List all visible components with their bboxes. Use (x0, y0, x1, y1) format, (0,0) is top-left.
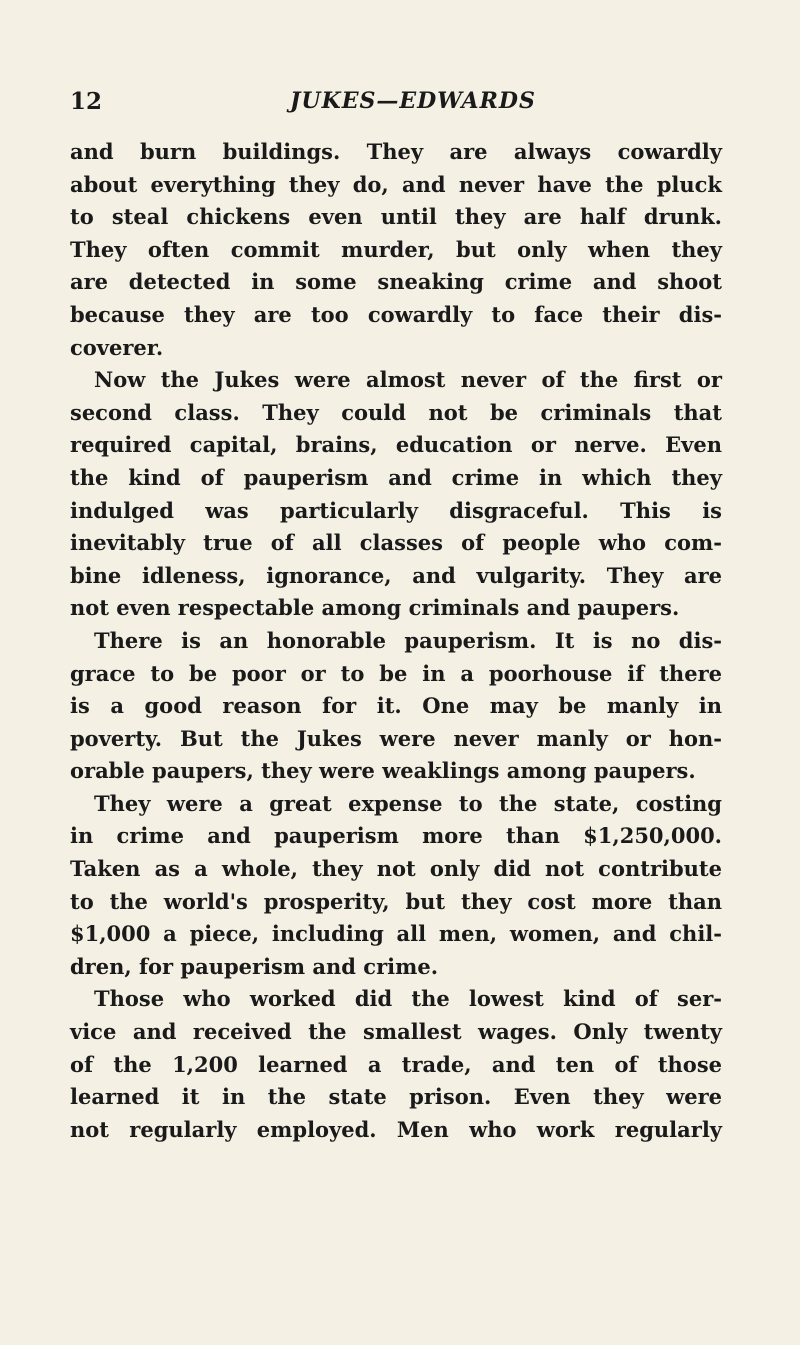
text-line: the kind of pauperism and crime in which they (70, 464, 722, 490)
text-line: to the world's prosperity, but they cost more than (70, 888, 722, 914)
text-line: There is an honorable pauperism. It is no dis- (94, 627, 722, 653)
text-line: are detected in some sneaking crime and shoot (70, 269, 722, 295)
text-line: They were a great expense to the state, costing (94, 790, 722, 816)
text-line: of the 1,200 learned a trade, and ten of those (70, 1051, 722, 1077)
text-line: coverer. (70, 334, 164, 360)
text-line: not regularly employed. Men who work regularly (70, 1116, 722, 1142)
text-line: required capital, brains, education or nerve. Even (70, 432, 722, 458)
text-line: poverty. But the Jukes were never manly or hon- (70, 725, 722, 751)
text-line: Taken as a whole, they not only did not contribute (70, 856, 722, 882)
text-line: indulged was particularly disgraceful. This is (70, 497, 722, 523)
text-line: inevitably true of all classes of people who com- (70, 530, 722, 556)
text-line: is a good reason for it. One may be manly in (70, 693, 722, 719)
text-line: Now the Jukes were almost never of the first or (94, 367, 722, 393)
body-text (70, 136, 722, 1146)
text-line: They often commit murder, but only when they (70, 236, 722, 262)
text-line: second class. They could not be criminals that (70, 399, 722, 425)
text-line: about everything they do, and never have the pluck (70, 171, 722, 197)
text-line: bine idleness, ignorance, and vulgarity. They are (70, 562, 722, 588)
text-line: grace to be poor or to be in a poorhouse if there (70, 660, 722, 686)
text-line: not even respectable among criminals and paupers. (70, 595, 680, 621)
text-line: dren, for pauperism and crime. (70, 953, 439, 979)
text-line: and burn buildings. They are always cowardly (70, 139, 722, 164)
text-line: because they are too cowardly to face their dis- (70, 301, 722, 327)
text-line: in crime and pauperism more than $1,250,000. (70, 823, 722, 849)
running-title: JUKES—EDWARDS (290, 88, 536, 114)
page-number: 12 (70, 88, 103, 115)
text-line: orable paupers, they were weaklings among paupers. (70, 758, 696, 784)
text-line: $1,000 a piece, including all men, women, and chil- (70, 921, 722, 947)
text-line: Those who worked did the lowest kind of ser- (94, 986, 722, 1012)
text-line: to steal chickens even until they are half drunk. (70, 204, 722, 230)
running-head (70, 88, 720, 120)
text-line: vice and received the smallest wages. Only twenty (70, 1019, 722, 1045)
text-line: learned it in the state prison. Even they were (70, 1084, 722, 1110)
